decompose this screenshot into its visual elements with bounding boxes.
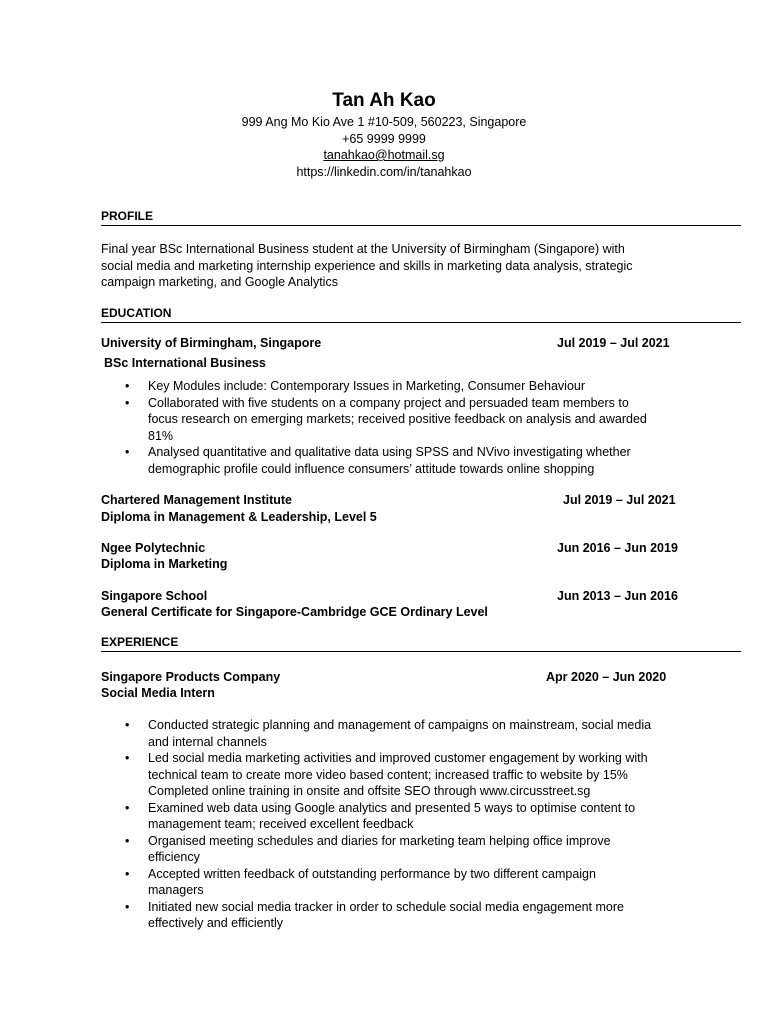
education-qualification: BSc International Business <box>104 356 266 370</box>
phone: +65 9999 9999 <box>342 131 426 146</box>
profile-line: social media and marketing internship experience and skills in marketing data analysis, strategic <box>101 258 633 273</box>
profile-heading: PROFILE <box>101 209 741 226</box>
experience-heading: EXPERIENCE <box>101 635 741 652</box>
list-item: • Led social media marketing activities and improved customer engagement by working with technical team to create more video based content; increased traffic to website by 15% Completed online training in onsite and offsite SEO through www.circusstreet.sg <box>148 750 688 800</box>
list-item: • Organised meeting schedules and diaries for marketing team helping office improve efficiency <box>148 833 688 866</box>
education-institution: Ngee Polytechnic <box>101 541 206 555</box>
address: 999 Ang Mo Kio Ave 1 #10-509, 560223, Singapore <box>241 115 527 129</box>
education-institution: Chartered Management Institute <box>101 493 293 507</box>
email-link[interactable]: tanahkao@hotmail.sg <box>323 148 445 162</box>
list-item: • Conducted strategic planning and management of campaigns on mainstream, social media and internal channels <box>148 717 688 750</box>
education-dates: Jun 2016 – Jun 2019 <box>557 541 678 555</box>
list-item: • Examined web data using Google analytics and presented 5 ways to optimise content to management team; received excellent feedback <box>148 800 688 833</box>
education-qualification: Diploma in Management & Leadership, Level 5 <box>101 510 377 524</box>
list-item: • Key Modules include: Contemporary Issues in Marketing, Consumer Behaviour <box>148 378 688 395</box>
education-dates: Jun 2013 – Jun 2016 <box>557 589 678 603</box>
candidate-name: Tan Ah Kao <box>332 90 436 111</box>
experience-bullets <box>148 717 688 932</box>
experience-company: Singapore Products Company <box>101 670 281 684</box>
profile-line: Final year BSc International Business student at the University of Birmingham (Singapore) with <box>101 242 625 256</box>
education-institution: Singapore School <box>101 589 208 603</box>
experience-role: Social Media Intern <box>101 686 215 700</box>
education-dates: Jul 2019 – Jul 2021 <box>563 493 676 507</box>
list-item: • Analysed quantitative and qualitative data using SPSS and NVivo investigating whether demographic profile could influence consumers’ attitude towards online shopping <box>148 444 688 477</box>
linkedin-url[interactable]: https://linkedin.com/in/tanahkao <box>296 164 472 179</box>
education-bullets <box>148 378 688 477</box>
contact-header <box>0 88 768 180</box>
education-dates: Jul 2019 – Jul 2021 <box>557 336 670 350</box>
education-institution: University of Birmingham, Singapore <box>101 336 322 350</box>
list-item: • Collaborated with five students on a company project and persuaded team members to focus research on emerging markets; received positive feedback on analysis and awarded 81% <box>148 395 688 445</box>
list-item: • Initiated new social media tracker in order to schedule social media engagement more effectively and efficiently <box>148 899 688 932</box>
education-qualification: Diploma in Marketing <box>101 557 228 571</box>
education-heading: EDUCATION <box>101 306 741 323</box>
list-item: • Accepted written feedback of outstanding performance by two different campaign managers <box>148 866 688 899</box>
experience-dates: Apr 2020 – Jun 2020 <box>546 670 667 684</box>
profile-line: campaign marketing, and Google Analytics <box>101 275 338 289</box>
education-qualification: General Certificate for Singapore-Cambridge GCE Ordinary Level <box>101 605 488 619</box>
profile-summary <box>101 241 681 291</box>
